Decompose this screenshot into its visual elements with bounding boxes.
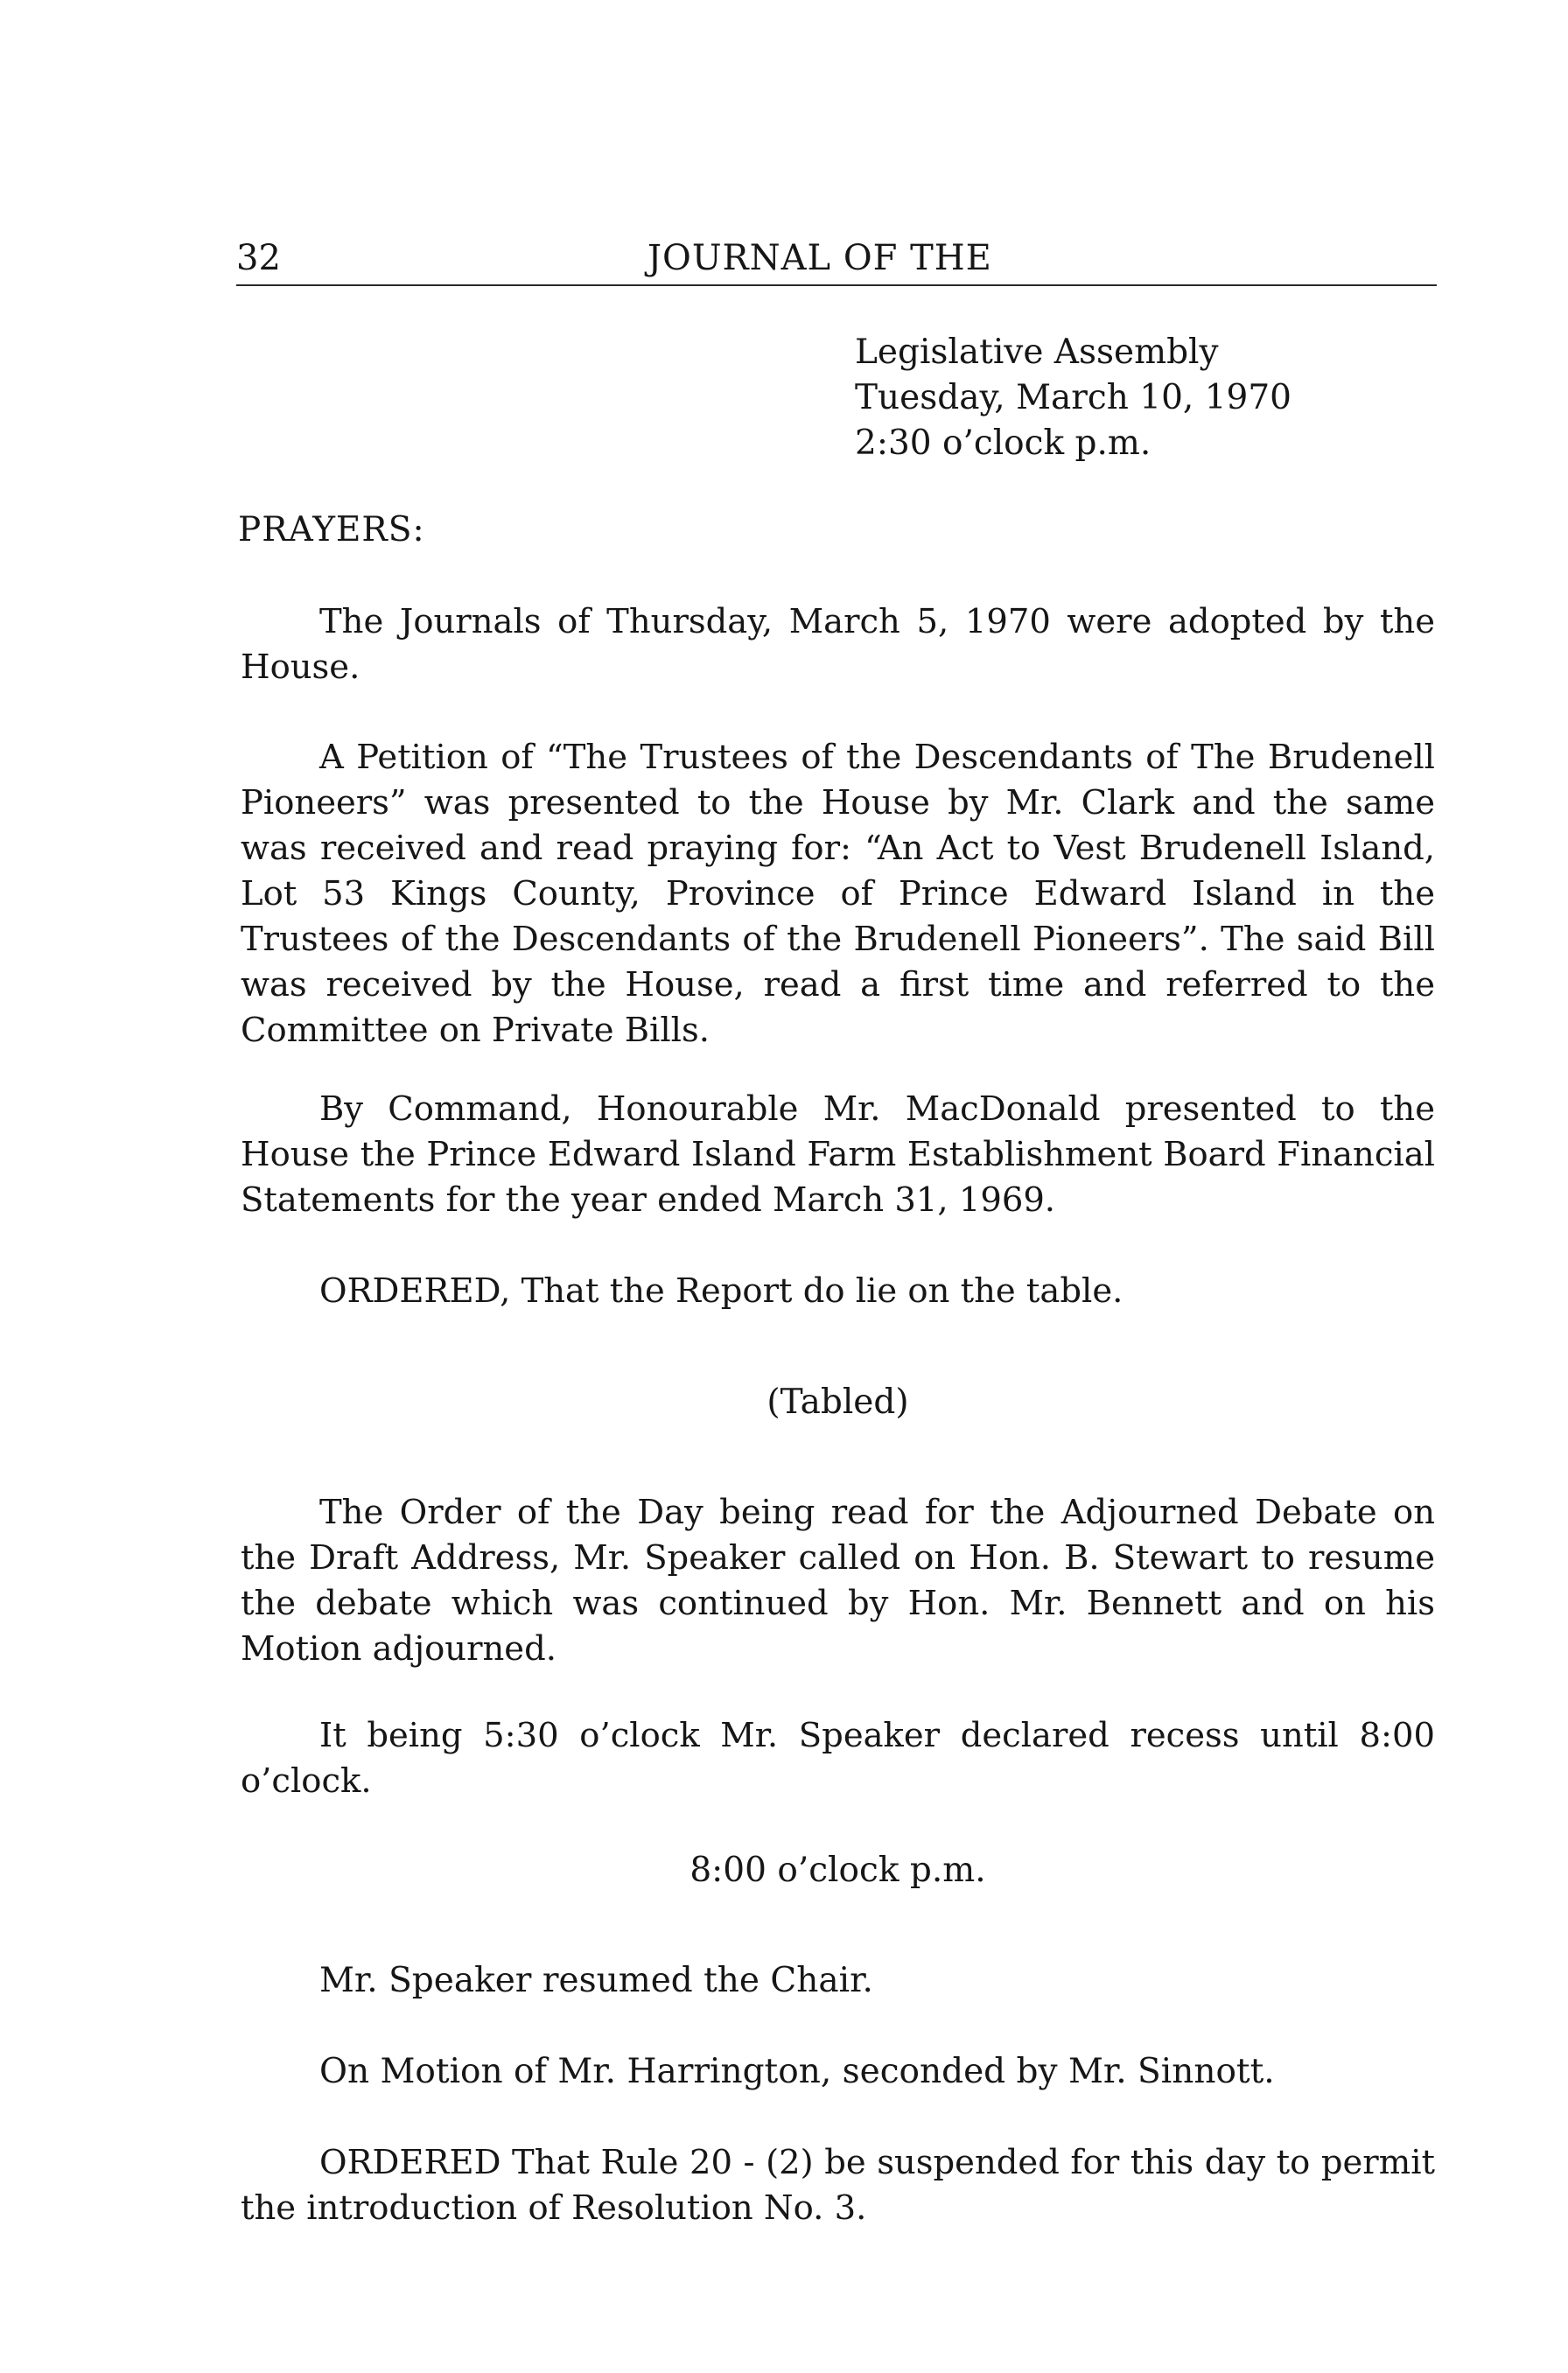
sitting-time: 2:30 o’clock p.m.	[855, 424, 1152, 463]
page-number: 32	[236, 238, 281, 278]
assembly-name: Legislative Assembly	[855, 332, 1219, 372]
tabled-note: (Tabled)	[766, 1382, 909, 1422]
motion-line: On Motion of Mr. Harrington, seconded by Mr. Sinnott.	[319, 2052, 1275, 2091]
petition-paragraph: A Petition of “The Trustees of the Descendants of The Brudenell Pioneers” was presented to the House by Mr. Clark and the same was received and read praying for: “An Act to Vest Brudenell Island, Lot 53 Kings County, Province of Prince Edward Island in the Trustees of the Descendants of the Brudenell Pioneers”. The said Bill was received by the House, read a first time and referred to the Committee on Private Bills.	[241, 738, 1435, 1050]
sitting-dateline	[855, 330, 1292, 466]
running-title: JOURNAL OF THE	[648, 238, 992, 278]
by-command-paragraph: By Command, Honourable Mr. MacDonald presented to the House the Prince Edward Island Farm Establishment Board Financial Statements for the year ended March 31, 1969.	[241, 1089, 1435, 1220]
ordered-report-paragraph: ORDERED, That the Report do lie on the table.	[319, 1271, 1124, 1311]
prayers-heading: PRAYERS:	[238, 510, 425, 550]
journals-adopted-paragraph: The Journals of Thursday, March 5, 1970 were adopted by the House.	[241, 602, 1435, 687]
evening-time: 8:00 o’clock p.m.	[690, 1851, 986, 1890]
recess-paragraph: It being 5:30 o’clock Mr. Speaker declared recess until 8:00 o’clock.	[241, 1716, 1435, 1801]
header-rule	[236, 284, 1437, 286]
order-of-day-paragraph: The Order of the Day being read for the Adjourned Debate on the Draft Address, Mr. Speaker called on Hon. B. Stewart to resume the debate which was continued by Hon. Mr. Bennett and on his Motion adjourned.	[241, 1493, 1435, 1669]
resumed-chair-line: Mr. Speaker resumed the Chair.	[319, 1961, 873, 2000]
sitting-date: Tuesday, March 10, 1970	[855, 378, 1292, 417]
ordered-rule-paragraph: ORDERED That Rule 20 - (2) be suspended for this day to permit the introduction of Resolution No. 3.	[241, 2143, 1435, 2228]
